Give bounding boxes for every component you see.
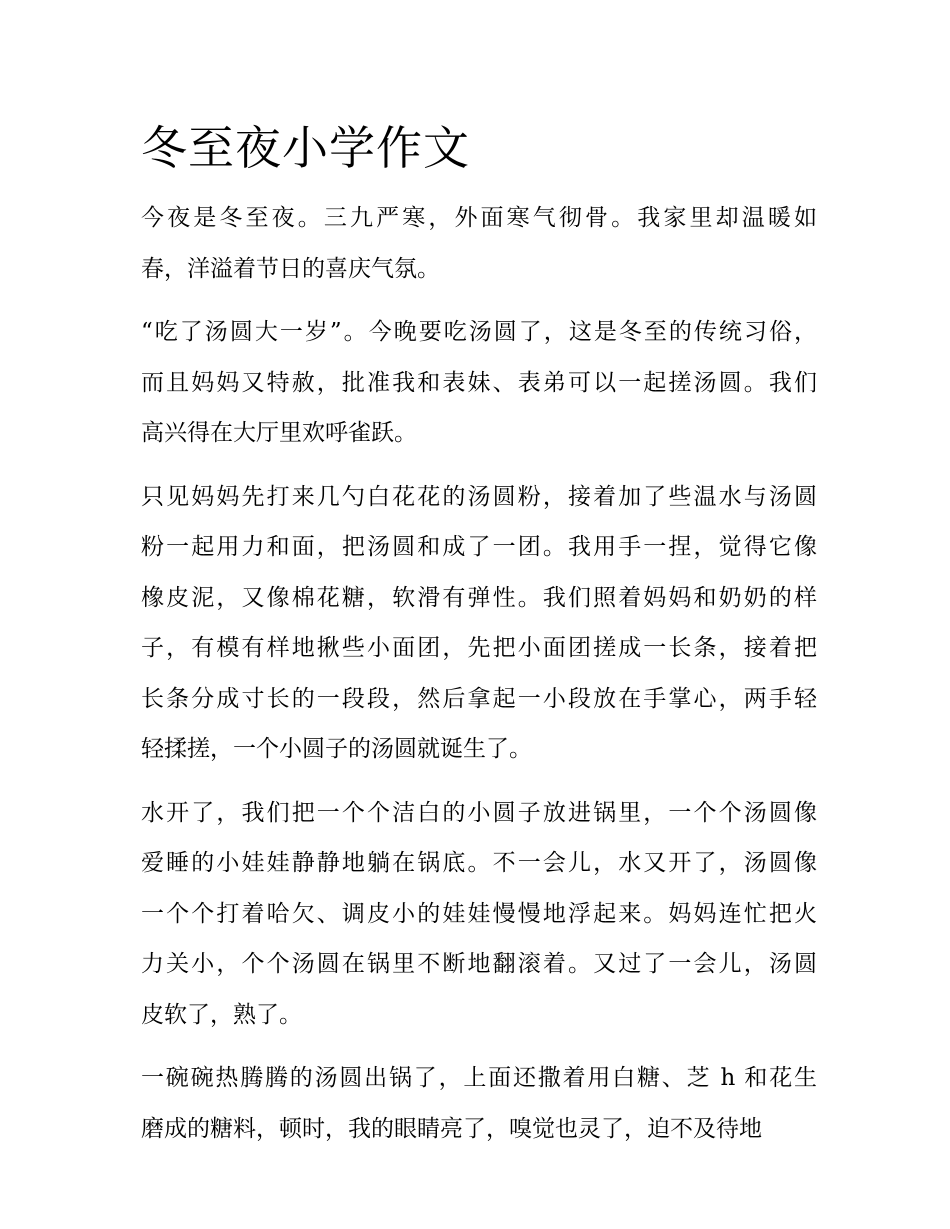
paragraph-line: 轻揉搓，一个小圆子的汤圆就诞生了。 <box>141 736 532 762</box>
paragraph-line: 力关小，个个汤圆在锅里不断地翻滚着。又过了一会儿，汤圆 <box>141 951 817 977</box>
paragraph-line: 水开了，我们把一个个洁白的小圆子放进锅里，一个个汤圆像 <box>141 799 817 826</box>
paragraph-line: 今夜是冬至夜。三九严寒，外面寒气彻骨。我家里却温暖如 <box>141 205 817 231</box>
paragraph-line: 橡皮泥，又像棉花糖，软滑有弹性。我们照着妈妈和奶奶的样 <box>141 584 817 611</box>
document-title: 冬至夜小学作文 <box>141 121 470 175</box>
paragraph <box>141 1053 817 1154</box>
paragraph-line: 磨成的糖料，顿时，我的眼睛亮了，嗅觉也灵了，迫不及待地 <box>141 1115 762 1142</box>
paragraph <box>141 788 817 1041</box>
paragraph-line: 高兴得在大厅里欢呼雀跃。 <box>141 420 417 446</box>
paragraph-line: 粉一起用力和面，把汤圆和成了一团。我用手一捏，觉得它像 <box>141 534 817 560</box>
paragraph <box>141 307 817 459</box>
paragraph-line: “吃了汤圆大一岁”。今晚要吃汤圆了，这是冬至的传统习俗， <box>141 319 817 345</box>
paragraph-line: 长条分成寸长的一段段，然后拿起一小段放在手掌心，两手轻 <box>141 685 817 712</box>
document-content <box>141 116 817 1154</box>
paragraph-line: 而且妈妈又特赦，批准我和表妹、表弟可以一起搓汤圆。我们 <box>141 369 817 396</box>
paragraph-line: 只见妈妈先打来几勺白花花的汤圆粉，接着加了些温水与汤圆 <box>141 483 817 510</box>
paragraph <box>141 472 817 775</box>
paragraph-line: 皮软了，熟了。 <box>141 1001 302 1028</box>
paragraph-list <box>141 193 817 1154</box>
paragraph-line: 子，有模有样地揪些小面团，先把小面团搓成一长条，接着把 <box>141 635 817 661</box>
paragraph-line: 一个个打着哈欠、调皮小的娃娃慢慢地浮起来。妈妈连忙把火 <box>141 900 817 927</box>
paragraph-line: 一碗碗热腾腾的汤圆出锅了，上面还撒着用白糖、芝 h 和花生 <box>141 1065 817 1091</box>
paragraph-line: 春，洋溢着节日的喜庆气氛。 <box>141 255 440 282</box>
paragraph <box>141 193 817 294</box>
paragraph-line: 爱睡的小娃娃静静地躺在锅底。不一会儿，水又开了，汤圆像 <box>141 850 817 876</box>
